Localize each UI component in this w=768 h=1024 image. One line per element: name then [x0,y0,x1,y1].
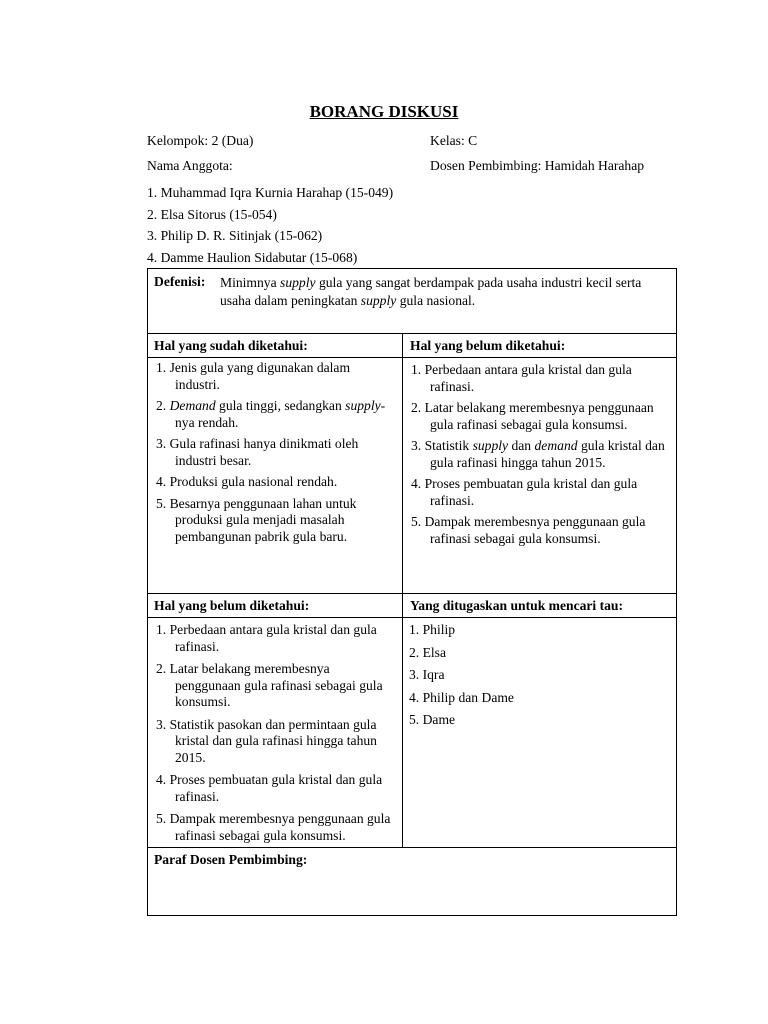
unknown-list [411,362,673,552]
member-item: 1. Muhammad Iqra Kurnia Harahap (15-049) [147,185,394,200]
list-item: 4. Proses pembuatan gula kristal dan gula rafinasi. [156,772,383,804]
known-heading: Hal yang sudah diketahui: [154,338,308,353]
list-item: 4. Produksi gula nasional rendah. [156,474,338,489]
signature-label: Paraf Dosen Pembimbing: [154,852,308,867]
divider [147,333,677,334]
list-item: 4. Proses pembuatan gula kristal dan gula rafinasi. [411,476,638,508]
definition-text: Minimnya supply gula yang sangat berdampak pada usaha industri kecil serta usaha dalam peningkatan supply gula nasional. [220,275,642,308]
list-item: 2. Latar belakang merembesnya penggunaan gula rafinasi sebagai gula konsumsi. [411,400,654,432]
member-list [147,182,393,268]
list-item: 1. Perbedaan antara gula kristal dan gula rafinasi. [156,622,377,654]
kelas-label: Kelas: C [430,133,478,148]
divider [147,617,677,618]
definition-label: Defenisi: [154,274,206,289]
list-item: 3. Gula rafinasi hanya dinikmati oleh industri besar. [156,436,359,468]
list-item: 3. Statistik pasokan dan permintaan gula kristal dan gula rafinasi hingga tahun 2015. [156,716,377,765]
divider [147,357,677,358]
member-item: 3. Philip D. R. Sitinjak (15-062) [147,228,323,243]
list-item: 5. Dame [409,712,456,727]
list-item: 5. Dampak merembesnya penggunaan gula rafinasi sebagai gula konsumsi. [411,514,646,546]
list-item: 2. Latar belakang merembesnya penggunaan gula rafinasi sebagai gula konsumsi. [156,661,383,709]
list-item: 1. Perbedaan antara gula kristal dan gula rafinasi. [411,362,632,394]
divider [147,593,677,594]
member-item: 2. Elsa Sitorus (15-054) [147,206,277,222]
list-item: 4. Philip dan Dame [409,689,514,705]
list-item: 1. Jenis gula yang digunakan dalam industri. [156,360,351,392]
list-item: 2. Demand gula tinggi, sedangkan supply-nya rendah. [156,398,386,430]
column-divider [402,333,403,847]
unknown-heading: Hal yang belum diketahui: [410,338,566,353]
list-item: 5. Besarnya penggunaan lahan untuk produksi gula menjadi masalah pembangunan pabrik gula baru. [156,495,357,544]
list-item: 5. Dampak merembesnya penggunaan gula rafinasi sebagai gula konsumsi. [156,811,391,843]
unknown-list-2 [156,622,396,850]
assignment-list [409,622,671,735]
list-item: 3. Iqra [409,667,445,682]
list-item: 1. Philip [409,622,456,637]
member-item: 4. Damme Haulion Sidabutar (15-068) [147,249,358,265]
nama-anggota-label: Nama Anggota: [147,158,233,173]
list-item: 2. Elsa [409,644,446,660]
assignment-heading: Yang ditugaskan untuk mencari tau: [410,598,624,613]
kelompok-label: Kelompok: 2 (Dua) [147,133,254,148]
page-title: BORANG DISKUSI [309,102,459,121]
unknown-heading-2: Hal yang belum diketahui: [154,598,310,613]
known-list [156,360,396,550]
dosen-label: Dosen Pembimbing: Hamidah Harahap [430,158,645,173]
list-item: 3. Statistik supply dan demand gula kristal dan gula rafinasi hingga tahun 2015. [411,438,665,470]
